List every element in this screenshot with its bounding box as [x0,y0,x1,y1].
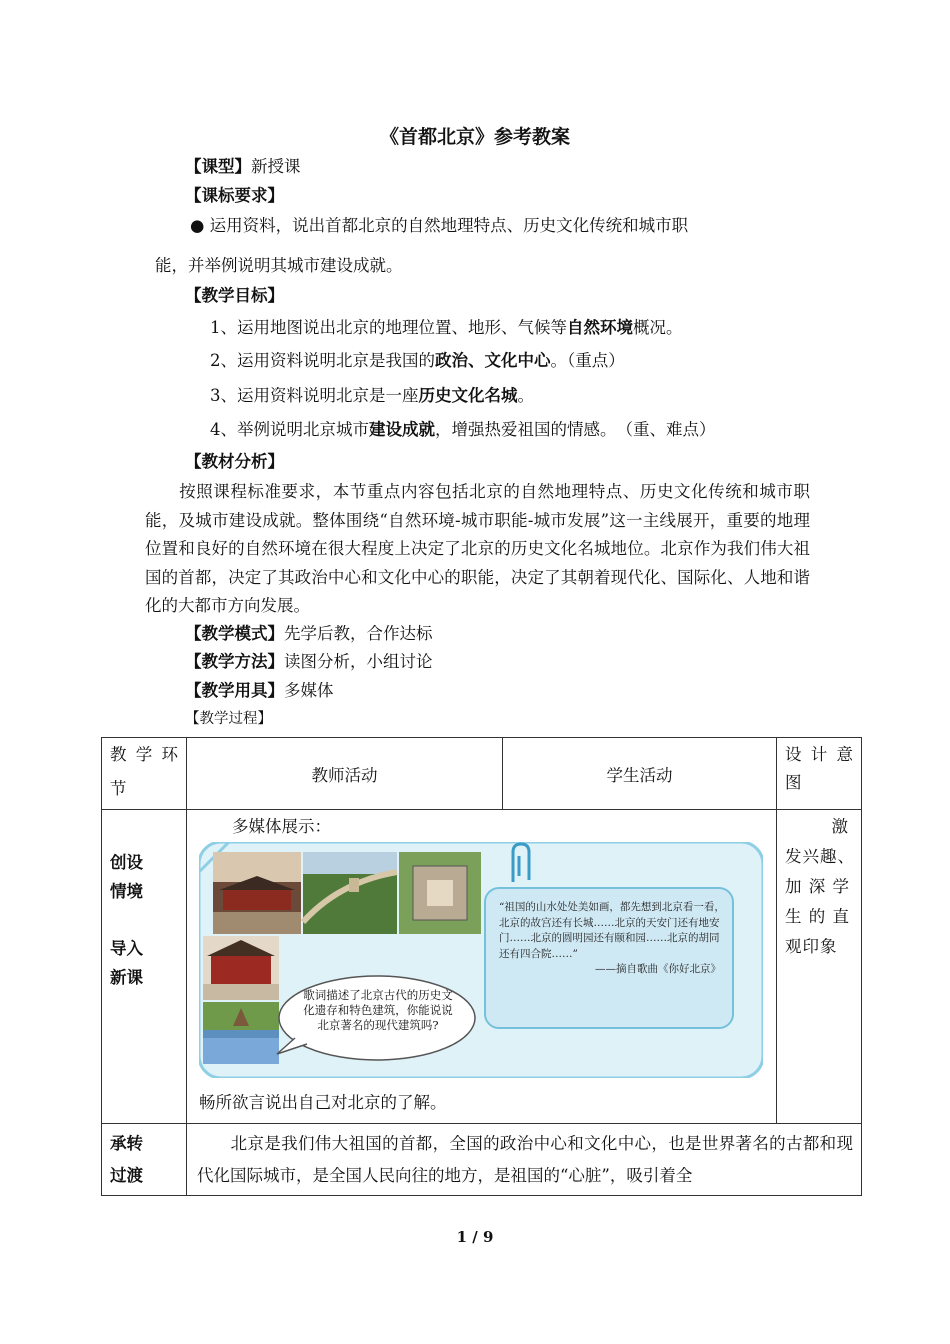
table-header-row [102,738,862,810]
song-quote: “祖国的山水处处美如画，都先想到北京看一看，北京的故宫还有长城……北京的天安门还有地安门……北京的圆明园还有颐和园……北京的胡同还有四合院……” ——摘自歌曲《你好北京》 [499,901,725,975]
bubble-text: 歌词描述了北京古代的历史文化遗存和特色建筑，你能说说北京著名的现代建筑吗? [303,988,453,1032]
header-purpose: 设 计 意 图 [777,738,862,810]
header-stage: 教 学 环 节 [102,738,187,810]
multimedia-figure [199,842,763,1078]
teaching-mode: 【教学模式】先学后教，合作达标 [185,624,433,643]
tiananmen-photo-icon [203,936,279,1000]
objective-item: 2、运用资料说明北京是我国的政治、文化中心。（重点） [210,351,625,370]
header-student: 学生活动 [503,738,777,810]
standards-line-1: ● 运用资料，说出首都北京的自然地理特点、历史文化传统和城市职 [190,216,689,235]
student-activity-text: 畅所欲言说出自己对北京的了解。 [199,1093,447,1112]
lesson-type-value: 新授课 [251,157,301,176]
analysis-text: 按照课程标准要求，本节重点内容包括北京的自然地理特点、历史文化传统和城市职能，及城市建设成就。整体围绕“自然环境-城市职能-城市发展”这一主线展开，重要的地理位置和良好的自然环境在很大程度上决定了北京的历史文化名城地位。北京作为我们伟大祖国的首都，决定了其政治中心和文化中心的职能，决定了其朝着现代化、国际化、人地和谐化的大都市方向发展。 [145,482,810,616]
teacher-activity-intro: 多媒体展示： [199,817,331,836]
transition-text-cell: 北京是我们伟大祖国的首都，全国的政治中心和文化中心，也是世界著名的古都和现代化国际城市，是全国人民向往的地方，是祖国的“心脏”，吸引着全 [187,1124,862,1196]
great-wall-photo-icon [303,852,397,934]
stage-cell: 承转 过渡 [102,1124,187,1196]
process-label: 【教学过程】 [185,711,272,727]
bullet-icon: ● [190,216,205,235]
objective-item: 1、运用地图说出北京的地理位置、地形、气候等自然环境概况。 [210,318,683,337]
forbidden-city-photo-icon [213,852,301,934]
table-row [102,1124,862,1196]
objective-item: 3、运用资料说明北京是一座历史文化名城。 [210,386,534,405]
activity-cell [187,810,777,1124]
teaching-tools: 【教学用具】多媒体 [185,681,334,700]
purpose-cell: 激 发兴趣、 加 深 学 生 的 直 观印象 [777,810,862,1124]
objective-item: 4、举例说明北京城市建设成就，增强热爱祖国的情感。 （重、难点） [210,420,716,439]
table-row [102,810,862,1124]
standards-label: 【课标要求】 [185,186,284,205]
summer-palace-photo-icon [203,1002,279,1064]
standards-line-2: 能，并举例说明其城市建设成就。 [155,256,403,275]
siheyuan-photo-icon [399,852,481,934]
lesson-type-label: 【课型】 [185,157,251,176]
lesson-type [185,153,301,181]
document-title: 《首都北京》参考教案 [379,126,570,148]
page-number: 1 / 9 [456,1228,494,1246]
process-table [101,737,862,1196]
header-teacher: 教师活动 [187,738,503,810]
stage-cell: 创设 情境 导入 新课 [102,810,187,1124]
objectives-label: 【教学目标】 [185,286,284,305]
teaching-method: 【教学方法】读图分析，小组讨论 [185,652,433,671]
analysis-label: 【教材分析】 [185,452,284,471]
